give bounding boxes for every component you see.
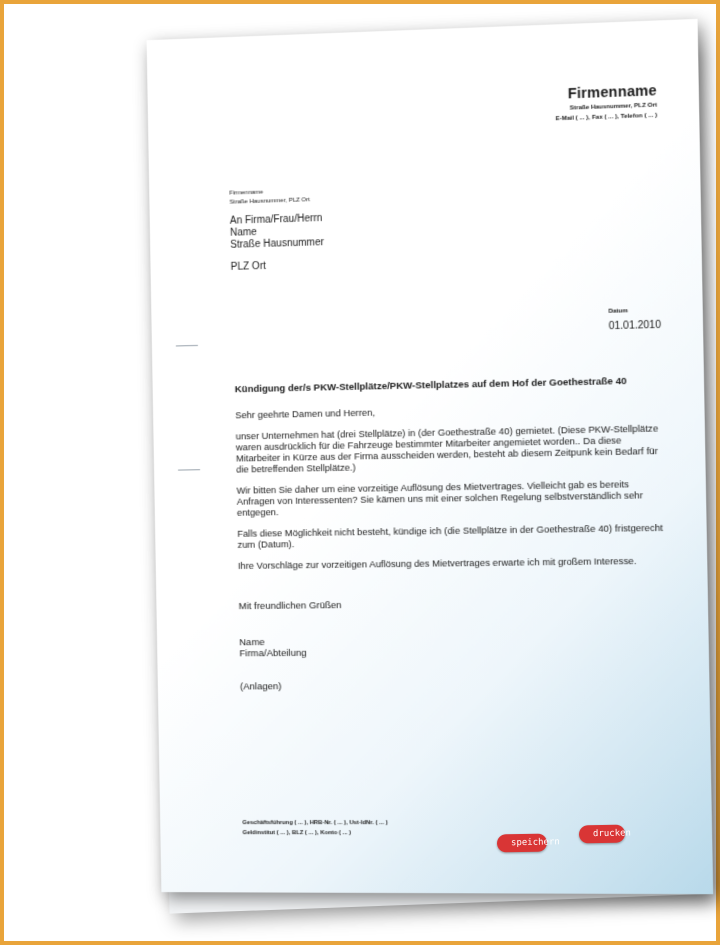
footer-line2: Geldinstitut ( ... ), BLZ ( ... ), Konto ( ... )	[242, 830, 352, 837]
signature-block	[239, 637, 307, 660]
paragraph: unser Unternehmen hat (drei Stellplätze) in (der Goethestraße 40) gemietet. (Diese PKW-Stellplätze waren ausdrücklich für die Fahrzeuge bestimmter Mitarbeiter angemietet worden.. Da diese Mitarbeiter in Kürze aus der Firma ausscheiden werden, besteht ab diesem Zeitpunk kein Bedarf für die betreffenden Stellplätze.)	[235, 423, 659, 475]
sender-return-address	[229, 187, 310, 208]
recipient-line3: Straße Hausnummer	[230, 237, 325, 251]
print-button[interactable]: drucken	[579, 825, 625, 844]
recipient-city: PLZ Ort	[230, 260, 267, 273]
recipient-line2: Name	[229, 226, 258, 239]
date-label: Datum	[608, 308, 628, 315]
company-address: Straße Hausnummer, PLZ Ort	[569, 102, 658, 112]
fold-mark-middle	[178, 469, 200, 470]
paragraph: Ihre Vorschläge zur vorzeitigen Auflösung des Mietvertrages erwarte ich mit großem Interesse.	[237, 555, 637, 571]
letter-subject: Kündigung der/s PKW-Stellplätze/PKW-Stellplatzes auf dem Hof der Goethestraße 40	[234, 375, 627, 396]
paragraph: Falls diese Möglichkeit nicht besteht, kündige ich (die Stellplätze in der Goethestraße 40) fristgerecht zum (Datum).	[237, 522, 664, 550]
recipient-line1: An Firma/Frau/Herrn	[229, 212, 323, 227]
salutation: Sehr geehrte Damen und Herren,	[235, 407, 376, 421]
letter-body	[235, 402, 670, 582]
attachments: (Anlagen)	[239, 681, 282, 693]
letter-footer	[242, 818, 388, 838]
fold-mark-top	[176, 345, 198, 347]
company-header	[555, 82, 657, 122]
signature-name: Name	[239, 637, 265, 649]
sender-address: Straße Hausnummer, PLZ Ort	[229, 197, 311, 206]
date-block	[608, 307, 661, 332]
company-name: Firmenname	[567, 81, 657, 102]
closing: Mit freundlichen Grüßen	[238, 600, 342, 613]
sender-name: Firmenname	[229, 189, 264, 197]
signature-department: Firma/Abteilung	[239, 647, 307, 660]
recipient-address	[230, 213, 325, 274]
letter-page	[147, 19, 714, 894]
paragraph: Wir bitten Sie daher um eine vorzeitige Auflösung des Mietvertrages. Vielleicht gab es bereits Anfragen von Interessenten? Sie kämen uns mit einer solchen Regelung selbstverständlich sehr entgegen.	[236, 479, 644, 518]
date-value: 01.01.2010	[608, 319, 662, 333]
save-button[interactable]: speichern	[497, 834, 547, 853]
company-contact: E-Mail ( ... ), Fax ( ... ), Telefon ( ... )	[555, 112, 658, 123]
footer-line1: Geschäftsführung ( ... ), HRB-Nr. ( ... ), Ust-IdNr. ( ... )	[242, 820, 388, 827]
